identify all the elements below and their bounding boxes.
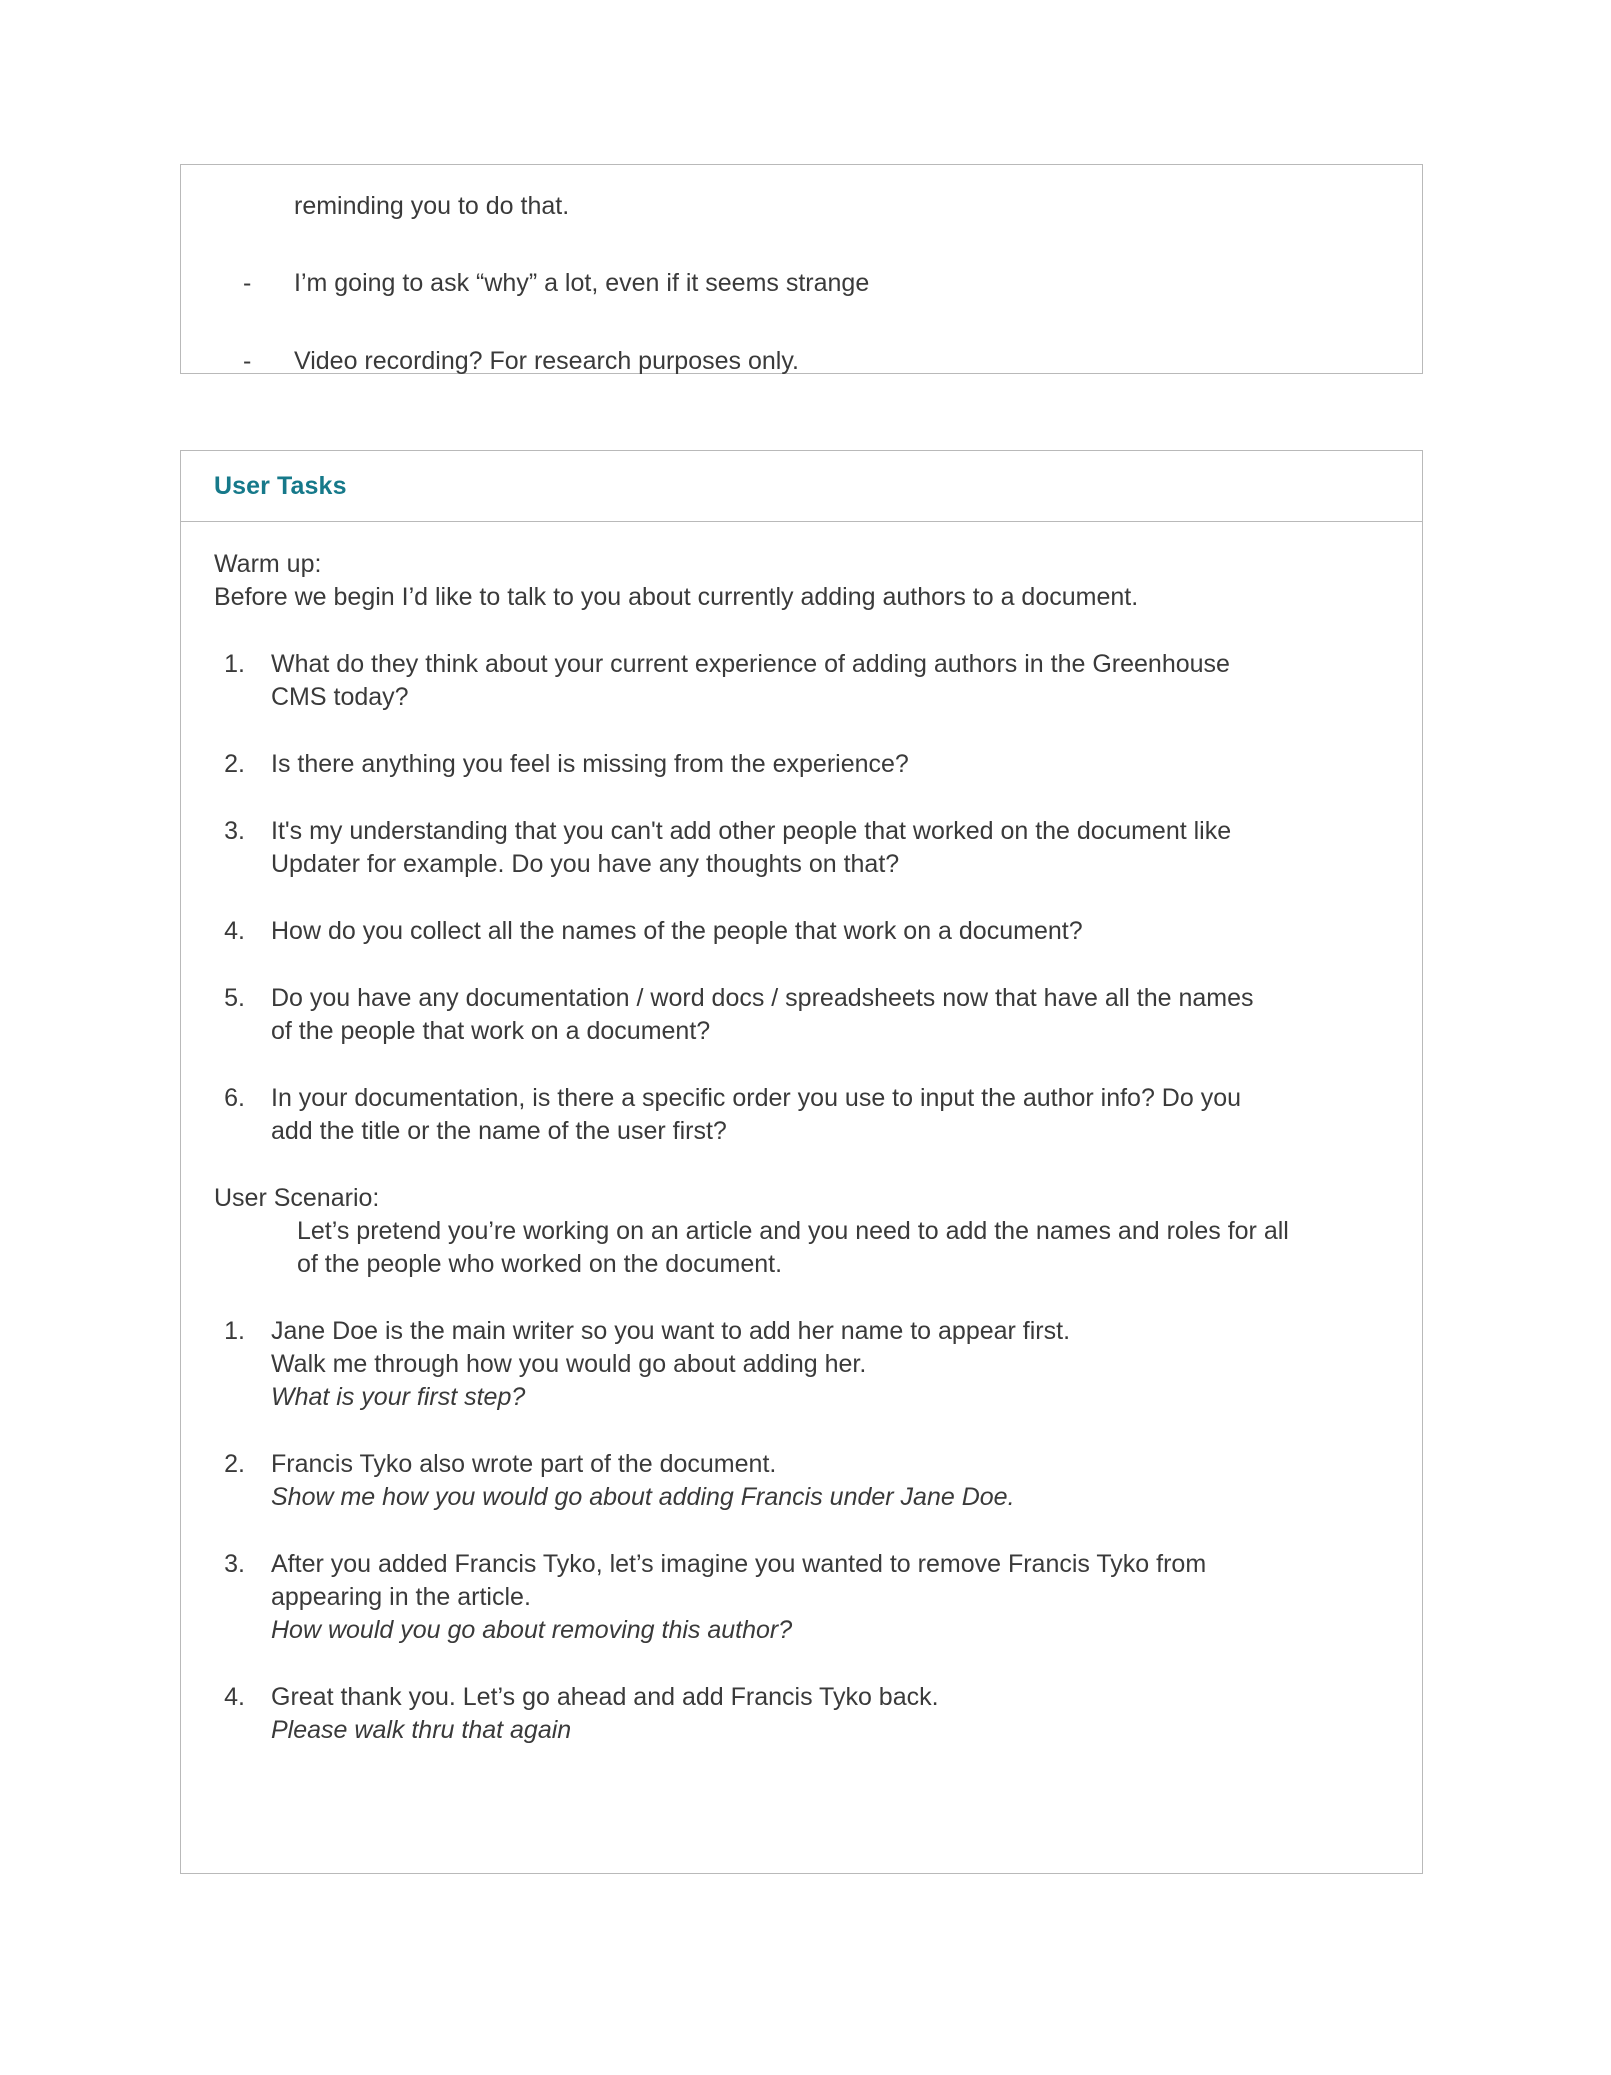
list-item-text: How do you collect all the names of the people that work on a document? <box>271 917 1083 945</box>
list-item-text: Do you have any documentation / word docs / spreadsheets now that have all the names of the people that work on a document? <box>271 984 1254 1045</box>
list-item-number: 5. <box>224 984 245 1012</box>
list-item-text: What do they think about your current experience of adding authors in the Greenhouse CMS today? <box>271 650 1230 711</box>
bullet-item <box>181 346 1422 377</box>
warm-up-intro: Before we begin I’d like to talk to you about currently adding authors to a document. <box>214 583 1139 611</box>
list-item-number: 2. <box>224 750 245 778</box>
list-item <box>214 915 1388 948</box>
continued-text: reminding you to do that. <box>294 192 570 220</box>
list-item-body <box>271 1681 1271 1747</box>
list-item-body <box>271 1448 1271 1514</box>
continued-notes-box <box>180 164 1423 374</box>
list-item <box>214 1681 1388 1747</box>
user-tasks-title: User Tasks <box>214 472 347 500</box>
spacer <box>214 1148 1388 1182</box>
warm-up-question-list <box>214 648 1388 1148</box>
list-item <box>214 982 1388 1048</box>
spacer <box>214 1281 1388 1315</box>
step-line-1: Jane Doe is the main writer so you want to add her name to appear first. <box>271 1317 1071 1345</box>
list-item-number: 4. <box>224 1683 245 1711</box>
list-item-number: 2. <box>224 1450 245 1478</box>
step-line-1: Great thank you. Let’s go ahead and add Francis Tyko back. <box>271 1683 939 1711</box>
list-item-number: 3. <box>224 817 245 845</box>
bullet-item <box>181 268 1422 299</box>
step-line-2: Walk me through how you would go about adding her. <box>271 1350 867 1378</box>
list-item <box>214 1082 1388 1148</box>
warm-up-label: Warm up: <box>214 550 322 578</box>
step-prompt: Please walk thru that again <box>271 1716 572 1744</box>
list-item-body <box>271 1315 1271 1414</box>
user-scenario-intro: Let’s pretend you’re working on an article and you need to add the names and roles for all of the people who worked on the document. <box>297 1217 1289 1278</box>
list-item-number: 6. <box>224 1084 245 1112</box>
list-item-text: In your documentation, is there a specific order you use to input the author info? Do you add the title or the name of the user first? <box>271 1084 1242 1145</box>
bullet-item-text: Video recording? For research purposes only. <box>294 346 799 375</box>
bullet-item-text: I’m going to ask “why” a lot, even if it seems strange <box>294 269 870 298</box>
list-item-text: Is there anything you feel is missing from the experience? <box>271 750 909 778</box>
user-tasks-body <box>181 522 1422 1787</box>
user-scenario-step-list <box>214 1315 1388 1747</box>
spacer <box>214 614 1388 648</box>
user-scenario-label: User Scenario: <box>214 1184 380 1212</box>
step-prompt: How would you go about removing this author? <box>271 1616 793 1644</box>
list-item <box>214 1448 1388 1514</box>
list-item-number: 1. <box>224 1317 245 1345</box>
list-item-number: 4. <box>224 917 245 945</box>
list-item-number: 1. <box>224 650 245 678</box>
bullet-dash-icon: - <box>243 269 252 298</box>
list-item <box>214 1548 1388 1647</box>
user-tasks-box <box>180 450 1423 1874</box>
list-item <box>214 648 1388 714</box>
list-item-body <box>271 1548 1271 1647</box>
list-item <box>214 815 1388 881</box>
bullet-dash-icon: - <box>243 346 252 375</box>
list-item <box>214 748 1388 781</box>
step-line-1: After you added Francis Tyko, let’s imagine you wanted to remove Francis Tyko from appearing in the article. <box>271 1550 1207 1611</box>
step-line-1: Francis Tyko also wrote part of the document. <box>271 1450 777 1478</box>
list-item-text: It's my understanding that you can't add other people that worked on the document like Updater for example. Do you have any thoughts on that? <box>271 817 1232 878</box>
list-item-number: 3. <box>224 1550 245 1578</box>
list-item <box>214 1315 1388 1414</box>
step-prompt: What is your first step? <box>271 1383 526 1411</box>
step-prompt: Show me how you would go about adding Francis under Jane Doe. <box>271 1483 1015 1511</box>
user-tasks-header <box>181 451 1422 522</box>
